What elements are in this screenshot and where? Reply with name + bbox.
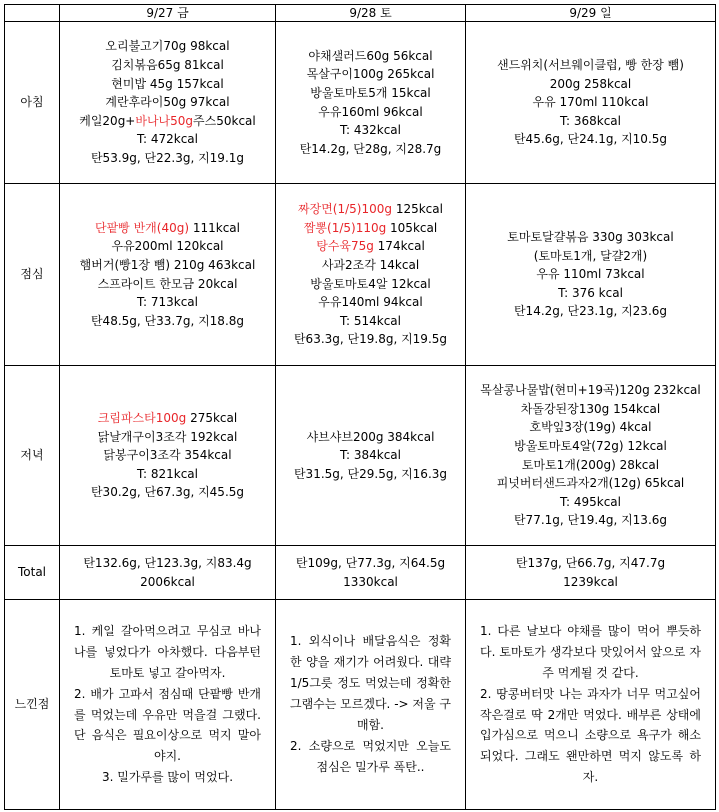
food-text: 현미밥 45g 157kcal <box>111 76 224 91</box>
food-text: T: 713kcal <box>136 295 198 310</box>
meal-line <box>472 56 709 75</box>
food-text: T: 821kcal <box>136 466 198 481</box>
food-text: 125kcal <box>392 202 443 217</box>
header-corner <box>5 5 60 22</box>
meal-line <box>472 130 709 149</box>
food-text: 사과2조각 14kcal <box>321 257 420 272</box>
meal-row-dinner <box>5 366 716 546</box>
meal-cell <box>276 22 466 184</box>
food-text: 목살콩나물밥(현미+19곡)120g 232kcal <box>480 383 701 398</box>
note-paragraph: 2. 땅콩버터맛 나는 과자가 너무 먹고싶어 작은걸로 딱 2개만 먹었다. 배부른 상태에 입가심으로 먹으니 소량으로 욕구가 해소되었다. 그래도 왠만하면 먹지 않도록 하자. <box>480 686 701 785</box>
header-day-3: 9/29 일 <box>466 5 716 22</box>
notes-row <box>5 600 716 810</box>
meal-cell <box>466 366 716 546</box>
meal-line <box>282 140 459 159</box>
note-paragraph: 2. 소량으로 먹었지만 오늘도 점심은 밀가루 폭탄.. <box>290 738 451 774</box>
food-text: 케일20g+ <box>79 113 136 128</box>
meal-line <box>66 237 269 256</box>
meal-cell <box>60 22 276 184</box>
total-kcal: 1330kcal <box>343 574 398 589</box>
meal-line <box>282 330 459 349</box>
food-text: 스프라이트 한모금 20kcal <box>97 276 238 291</box>
meal-line <box>472 493 709 512</box>
food-text: 닭봉구이3조각 354kcal <box>103 448 232 463</box>
total-row <box>5 546 716 600</box>
meal-line <box>472 93 709 112</box>
meal-line <box>472 302 709 321</box>
meal-line <box>66 219 269 238</box>
highlighted-food: 단팥빵 반개(40g) <box>95 220 190 235</box>
meal-line <box>282 256 459 275</box>
meal-line <box>66 37 269 56</box>
highlighted-food: 크림파스타100g <box>97 411 187 426</box>
food-text: T: 472kcal <box>136 132 198 147</box>
food-text: 우유 110ml 73kcal <box>536 267 645 282</box>
meal-line <box>472 418 709 437</box>
meal-line <box>66 75 269 94</box>
food-text: 탄14.2g, 단23.1g, 지23.6g <box>513 304 668 319</box>
food-text: 탄30.2g, 단67.3g, 지45.5g <box>90 485 245 500</box>
note-paragraph: 1. 케일 갈아먹으려고 무심코 바나나를 넣었다가 아차했다. 다음부턴 토마토 넣고 갈아먹자. <box>74 624 261 680</box>
food-text: 샌드위치(서브웨이클럽, 빵 한장 뺌) <box>497 58 684 73</box>
meal-line <box>282 84 459 103</box>
notes-cell-day-3 <box>466 600 716 810</box>
food-text: 111kcal <box>189 220 240 235</box>
header-day-2: 9/28 토 <box>276 5 466 22</box>
meal-line <box>66 446 269 465</box>
meal-line <box>66 428 269 447</box>
food-text: 김치볶음65g 81kcal <box>111 58 224 73</box>
food-text: 우유 170ml 110kcal <box>532 95 649 110</box>
food-text: 피넛버터샌드과자2개(12g) 65kcal <box>496 476 685 491</box>
meal-line <box>282 121 459 140</box>
food-text: 차돌강된장130g 154kcal <box>520 401 661 416</box>
notes-cell-day-2 <box>276 600 466 810</box>
food-text: T: 495kcal <box>559 494 621 509</box>
meal-line <box>66 409 269 428</box>
food-text: 우유200ml 120kcal <box>111 239 224 254</box>
food-text: 탄14.2g, 단28g, 지28.7g <box>299 141 442 156</box>
meal-line <box>66 130 269 149</box>
meal-line <box>472 381 709 400</box>
meal-line <box>282 465 459 484</box>
total-cell-day-3 <box>466 546 716 600</box>
meal-row-breakfast <box>5 22 716 184</box>
header-day-1: 9/27 금 <box>60 5 276 22</box>
meal-line <box>282 446 459 465</box>
meal-cell <box>276 184 466 366</box>
meal-line <box>282 275 459 294</box>
food-text: 방울토마토5개 15kcal <box>310 85 431 100</box>
meal-line <box>66 56 269 75</box>
food-text: 174kcal <box>373 239 425 254</box>
meal-cell <box>466 22 716 184</box>
meal-line <box>66 312 269 331</box>
food-text: 토마토달걀볶음 330g 303kcal <box>507 230 674 245</box>
food-text: 호박잎3장(19g) 4kcal <box>529 420 652 435</box>
food-text: 방울토마토4알 12kcal <box>310 276 431 291</box>
food-text: 계란후라이50g 97kcal <box>105 95 230 110</box>
food-text: T: 376 kcal <box>558 285 623 300</box>
food-text: (토마토1개, 달걀2개) <box>533 248 648 263</box>
food-text: 방울토마토4알(72g) 12kcal <box>514 438 667 453</box>
row-label-lunch: 점심 <box>5 184 60 366</box>
meal-line <box>282 103 459 122</box>
total-kcal: 2006kcal <box>140 574 195 589</box>
food-text: 햄버거(빵1장 뺌) 210g 463kcal <box>79 257 256 272</box>
meal-line <box>472 474 709 493</box>
meal-line <box>472 247 709 266</box>
meal-line <box>66 256 269 275</box>
meal-line <box>282 219 459 238</box>
meal-line <box>472 284 709 303</box>
food-text: 야채샐러드60g 56kcal <box>308 48 433 63</box>
meal-line <box>66 112 269 131</box>
meal-line <box>472 75 709 94</box>
meal-line <box>66 465 269 484</box>
total-cell-day-1 <box>60 546 276 600</box>
food-text: 200g 258kcal <box>549 76 632 91</box>
food-text: 탄45.6g, 단24.1g, 지10.5g <box>513 132 668 147</box>
meal-line <box>282 293 459 312</box>
note-paragraph: 2. 배가 고파서 점심때 단팥빵 반개를 먹었는데 우유만 먹을걸 그랬다. 단 음식은 필요이상으로 먹지 말아야지. <box>74 686 261 764</box>
highlighted-food: 탕수육75g <box>316 239 374 254</box>
total-cell-day-2 <box>276 546 466 600</box>
meal-line <box>66 275 269 294</box>
header-row <box>5 5 716 22</box>
food-text: 우유140ml 94kcal <box>318 295 423 310</box>
highlighted-food: 짬뽕(1/5)110g <box>303 220 387 235</box>
highlighted-food: 짜장면(1/5)100g <box>298 202 393 217</box>
meal-line <box>282 237 459 256</box>
meal-line <box>472 112 709 131</box>
meal-cell <box>60 366 276 546</box>
highlighted-food: 바나나50g <box>135 113 194 128</box>
note-paragraph: 1. 외식이나 배달음식은 정확한 양을 재기가 어려웠다. 대략 1/5그릇 정도 먹었는데 정확한 그램수는 모르겠다. -> 저울 구매함. <box>290 634 451 732</box>
meal-cell <box>466 184 716 366</box>
meal-line <box>66 93 269 112</box>
meal-line <box>472 228 709 247</box>
food-text: 오리불고기70g 98kcal <box>105 39 230 54</box>
row-label-total: Total <box>5 546 60 600</box>
total-macros: 탄109g, 단77.3g, 지64.5g <box>295 555 446 570</box>
food-text: 주스50kcal <box>193 113 256 128</box>
food-text: 우유160ml 96kcal <box>318 104 423 119</box>
food-text: 탄53.9g, 단22.3g, 지19.1g <box>90 150 245 165</box>
food-text: 목살구이100g 265kcal <box>306 67 435 82</box>
meal-line <box>472 511 709 530</box>
meal-line <box>282 200 459 219</box>
meal-line <box>472 456 709 475</box>
food-text: 샤브샤브200g 384kcal <box>306 429 435 444</box>
row-label-dinner: 저녁 <box>5 366 60 546</box>
meal-row-lunch <box>5 184 716 366</box>
note-paragraph: 1. 다른 날보다 야채를 많이 먹어 뿌듯하다. 토마토가 생각보다 맛있어서 앞으로 자주 먹게될 것 같다. <box>480 624 701 680</box>
food-text: 탄31.5g, 단29.5g, 지16.3g <box>293 466 448 481</box>
notes-cell-day-1 <box>60 600 276 810</box>
food-text: 탄48.5g, 단33.7g, 지18.8g <box>90 313 245 328</box>
meal-line <box>472 437 709 456</box>
meal-cell <box>276 366 466 546</box>
total-macros: 탄137g, 단66.7g, 지47.7g <box>515 555 666 570</box>
meal-line <box>282 47 459 66</box>
meal-line <box>472 265 709 284</box>
total-kcal: 1239kcal <box>563 574 618 589</box>
total-macros: 탄132.6g, 단123.3g, 지83.4g <box>83 555 252 570</box>
food-text: T: 368kcal <box>559 113 621 128</box>
note-paragraph: 3. 밀가루를 많이 먹었다. <box>101 770 234 785</box>
food-text: 닭날개구이3조각 192kcal <box>97 429 238 444</box>
row-label-notes: 느낀점 <box>5 600 60 810</box>
food-text: 탄63.3g, 단19.8g, 지19.5g <box>293 332 448 347</box>
food-text: 105kcal <box>386 220 438 235</box>
meal-line <box>282 428 459 447</box>
meal-line <box>66 483 269 502</box>
food-text: T: 432kcal <box>339 123 401 138</box>
food-text: T: 514kcal <box>339 313 401 328</box>
meal-cell <box>60 184 276 366</box>
meal-line <box>282 312 459 331</box>
food-text: 탄77.1g, 단19.4g, 지13.6g <box>513 513 668 528</box>
meal-line <box>66 293 269 312</box>
food-text: T: 384kcal <box>339 448 401 463</box>
meal-line <box>282 65 459 84</box>
meal-line <box>472 400 709 419</box>
food-text: 275kcal <box>186 411 238 426</box>
diet-log-table <box>4 4 716 810</box>
row-label-breakfast: 아침 <box>5 22 60 184</box>
food-text: 토마토1개(200g) 28kcal <box>521 457 660 472</box>
meal-line <box>66 149 269 168</box>
